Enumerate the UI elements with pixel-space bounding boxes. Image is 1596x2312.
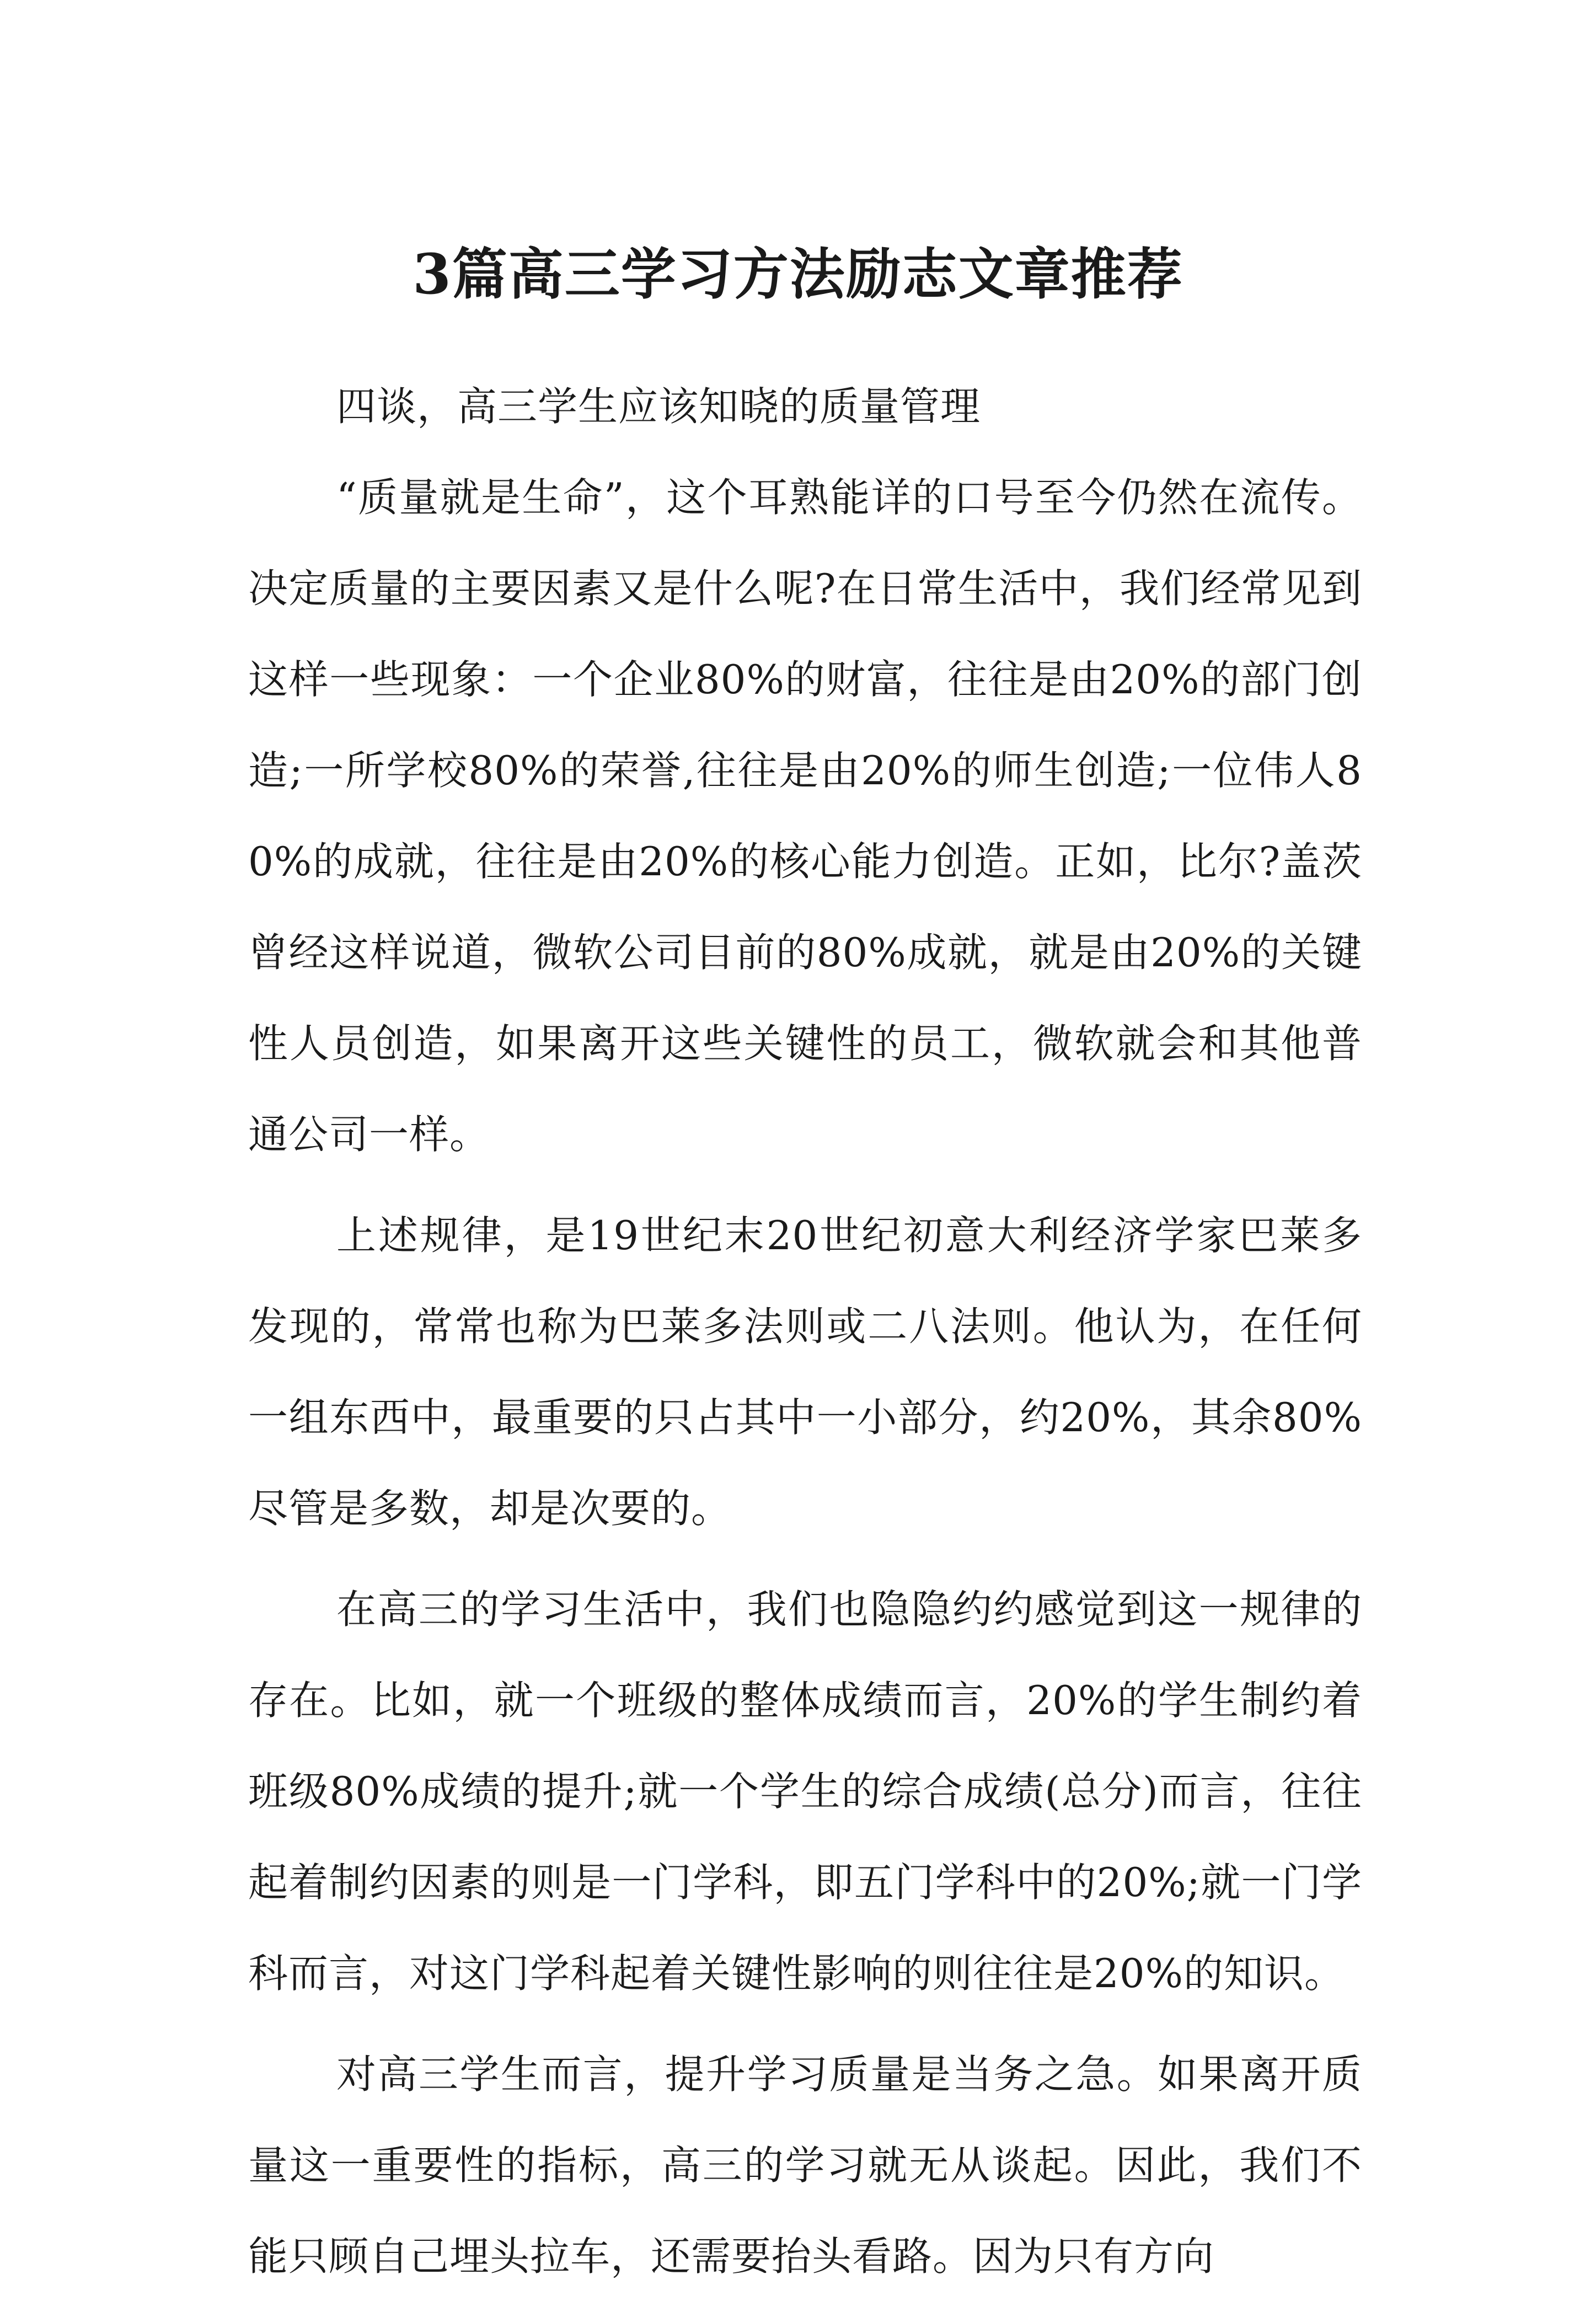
document-title: 3篇高三学习方法励志文章推荐 — [413, 242, 1183, 307]
section-heading: 四谈，高三学生应该知晓的质量管理 — [336, 383, 981, 430]
document-body — [248, 361, 1362, 2312]
paragraph-senior-year-study: 在高三的学习生活中，我们也隐隐约约感觉到这一规律的存在。比如，就一个班级的整体成绩而言，20%的学生制约着班级80%成绩的提升;就一个学生的综合成绩(总分)而言，往往起着制约因素的则是一门学科，即五门学科中的20%;就一门学科而言，对这门学科起着关键性影响的则往往是20%的知识。 — [248, 1586, 1362, 1997]
paragraph-quality-slogan: “质量就是生命”，这个耳熟能详的口号至今仍然在流传。决定质量的主要因素又是什么呢?在日常生活中，我们经常见到这样一些现象：一个企业80%的财富，往往是由20%的部门创造;一所学校80%的荣誉,往往是由20%的师生创造;一位伟人80%的成就，往往是由20%的核心能力创造。正如，比尔?盖茨曾经这样说道，微软公司目前的80%成就，就是由20%的关键性人员创造，如果离开这些关键性的员工，微软就会和其他普通公司一样。 — [248, 474, 1362, 1158]
paragraph-pareto-law: 上述规律，是19世纪末20世纪初意大利经济学家巴莱多发现的，常常也称为巴莱多法则或二八法则。他认为，在任何一组东西中，最重要的只占其中一小部分，约20%，其余80%尽管是多数，却是次要的。 — [248, 1212, 1362, 1532]
paragraph-study-quality: 对高三学生而言，提升学习质量是当务之急。如果离开质量这一重要性的指标，高三的学习就无从谈起。因此，我们不能只顾自己埋头拉车，还需要抬头看路。因为只有方向 — [248, 2051, 1362, 2279]
